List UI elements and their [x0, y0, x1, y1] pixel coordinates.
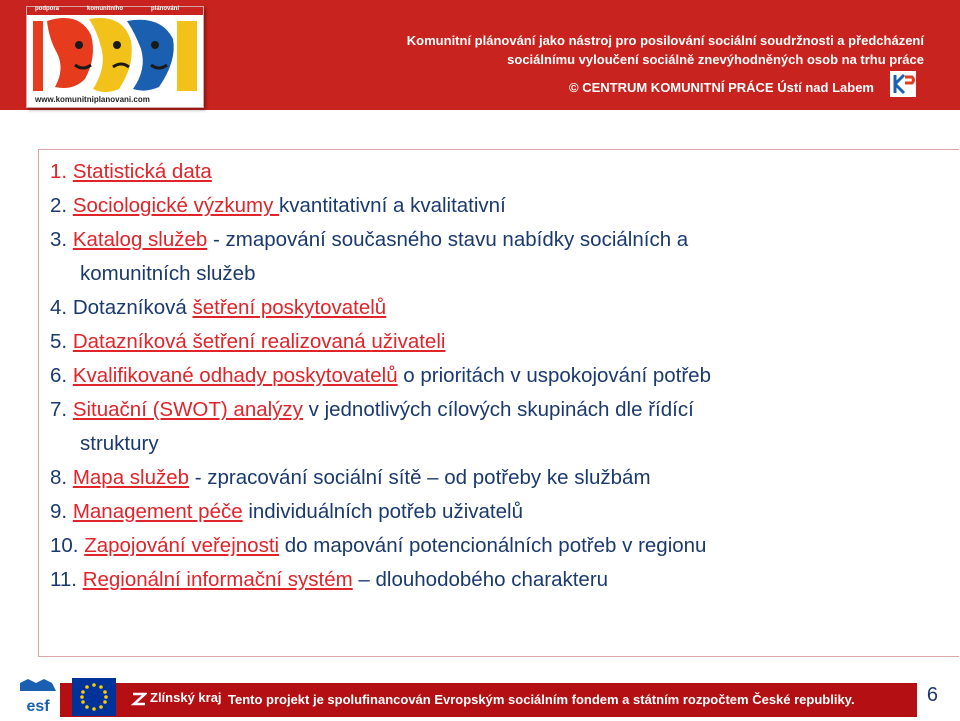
header-title-line-1: Komunitní plánování jako nástroj pro posilování sociální soudržnosti a předcházení — [406, 33, 924, 48]
list-item-text: individuálních potřeb uživatelů — [242, 500, 523, 523]
list-item-text: – dlouhodobého charakteru — [352, 568, 609, 591]
list-item-link[interactable]: Sociologické výzkumy — [72, 194, 280, 217]
list-item-number: 5. — [50, 330, 68, 353]
zlinsky-kraj-label: Zlínský kraj — [150, 690, 222, 705]
list-item — [50, 359, 930, 393]
list-item-link[interactable]: Regionální informační systém — [82, 568, 353, 591]
list-item-link[interactable]: Katalog služeb — [72, 228, 208, 251]
esf-logo-icon — [16, 677, 60, 717]
list-item-number: 9. — [50, 500, 68, 523]
list-item — [50, 563, 930, 597]
header-title-line-2: sociálnímu vyloučení sociálně znevýhodněných osob na trhu práce — [507, 52, 924, 67]
list-item — [50, 529, 930, 563]
list-item-text: o prioritách v uspokojování potřeb — [397, 364, 711, 387]
list-item — [50, 325, 930, 359]
komunitni-planovani-logo — [26, 6, 204, 108]
list-item-link[interactable]: Management péče — [72, 500, 243, 523]
list-item — [50, 393, 930, 427]
list-item-link[interactable]: Situační (SWOT) analýzy — [72, 398, 303, 421]
list-item-link[interactable]: Zapojování veřejnosti — [84, 534, 280, 557]
logo-top-mid-label: komunitního — [87, 6, 123, 12]
list-item-link[interactable]: Mapa služeb — [72, 466, 190, 489]
page-number: 6 — [926, 684, 938, 706]
faces-icon — [27, 7, 203, 107]
list-item — [50, 495, 930, 529]
list-item-number: 10. — [50, 534, 79, 557]
list-item — [50, 155, 930, 189]
list-item-number: 2. — [50, 194, 68, 217]
header-organization: © CENTRUM KOMUNITNÍ PRÁCE Ústí nad Labem — [569, 80, 874, 95]
list-item-number: 7. — [50, 398, 68, 421]
list-item-text: Dotazníková — [72, 296, 193, 319]
header-banner — [0, 0, 960, 110]
list-item-text: - zmapování současného stavu nabídky sociálních a — [207, 228, 689, 251]
list-item — [50, 461, 930, 495]
list-item-link[interactable]: poskytovatelů — [272, 364, 398, 387]
list-item-number: 3. — [50, 228, 68, 251]
list-item — [50, 189, 930, 223]
logo-url: www.komunitniplanovani.com — [35, 95, 150, 104]
list-item-link[interactable]: šetření poskytovatelů — [192, 296, 387, 319]
list-item-link[interactable]: uživateli — [371, 330, 446, 353]
list-item-text: kvantitativní a kvalitativní — [279, 194, 506, 217]
logo-top-left-label: podpora — [35, 6, 59, 12]
list-item-text: - zpracování sociální sítě – od potřeby ke službám — [189, 466, 651, 489]
list-item-number: 6. — [50, 364, 68, 387]
content-list — [50, 155, 930, 597]
list-item-link[interactable]: šetření realizovaná — [192, 330, 372, 353]
list-item-text: do mapování potencionálních potřeb v regionu — [279, 534, 707, 557]
logo-top-right-label: plánování — [151, 6, 180, 12]
list-item-text: v jednotlivých cílových skupinách dle řídící — [302, 398, 694, 421]
kp-logo-icon — [890, 71, 916, 97]
list-item — [50, 291, 930, 325]
list-item-continuation: komunitních služeb — [80, 262, 256, 285]
list-item-link[interactable]: Statistická data — [72, 160, 212, 183]
list-item-number: 11. — [50, 568, 77, 591]
footer-funding-text: Tento projekt je spolufinancován Evropským sociálním fondem a státním rozpočtem České republiky. — [228, 692, 855, 707]
list-item-link[interactable]: Kvalifikované odhady — [72, 364, 273, 387]
list-item-number: 1. — [50, 160, 68, 183]
list-item-continuation: struktury — [80, 432, 159, 455]
list-item — [50, 223, 930, 257]
list-item-number: 4. — [50, 296, 68, 319]
eu-flag-icon — [72, 678, 116, 716]
list-item-link[interactable]: Datazníková — [72, 330, 193, 353]
zlinsky-kraj-icon — [131, 691, 147, 707]
list-item-number: 8. — [50, 466, 68, 489]
esf-label: esf — [26, 698, 50, 715]
